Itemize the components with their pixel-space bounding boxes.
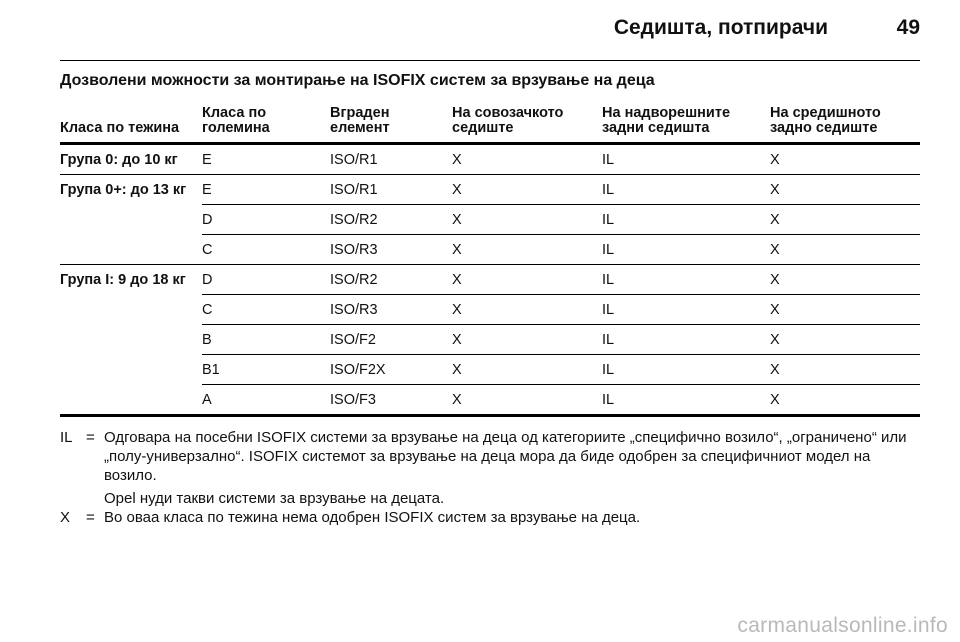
- center-rear-cell: X: [770, 205, 920, 235]
- note-text: Opel нуди такви системи за врзување на децата.: [104, 490, 445, 507]
- column-header-front-passenger: На совозачкото седиште: [452, 106, 602, 144]
- front-passenger-cell: X: [452, 205, 602, 235]
- front-passenger-cell: X: [452, 265, 602, 295]
- outer-rear-cell: IL: [602, 355, 770, 385]
- isofix-table: [60, 106, 920, 417]
- center-rear-cell: X: [770, 235, 920, 265]
- center-rear-cell: X: [770, 325, 920, 355]
- front-passenger-cell: X: [452, 295, 602, 325]
- weight-group-cell: [60, 295, 202, 325]
- fixture-cell: ISO/R3: [330, 235, 452, 265]
- table-row: [60, 235, 920, 265]
- weight-group-cell: Група 0+: до 13 кг: [60, 181, 187, 198]
- fixture-cell: ISO/F3: [330, 385, 452, 416]
- table-row: [60, 265, 920, 295]
- size-class-cell: C: [202, 235, 330, 265]
- center-rear-cell: X: [770, 175, 920, 205]
- fixture-cell: ISO/R2: [330, 205, 452, 235]
- size-class-cell: D: [202, 265, 330, 295]
- note-text: Во оваа класа по тежина нема одобрен ISOFIX систем за врзување на деца.: [104, 509, 641, 526]
- column-header-weight-class: Класа по тежина: [60, 106, 202, 144]
- column-header-size-class: Класа по големина: [202, 106, 330, 144]
- weight-group-cell: [60, 235, 202, 265]
- page-number: 49: [896, 16, 920, 39]
- outer-rear-cell: IL: [602, 385, 770, 416]
- front-passenger-cell: X: [452, 355, 602, 385]
- front-passenger-cell: X: [452, 325, 602, 355]
- outer-rear-cell: IL: [602, 295, 770, 325]
- size-class-cell: D: [202, 205, 330, 235]
- fixture-cell: ISO/R3: [330, 295, 452, 325]
- table-row: [60, 385, 920, 416]
- note-il: [60, 428, 920, 508]
- size-class-cell: B1: [202, 355, 330, 385]
- note-symbol: X: [60, 509, 71, 526]
- weight-group-cell: Група I: 9 до 18 кг: [60, 271, 186, 288]
- weight-group-cell: [60, 385, 202, 416]
- center-rear-cell: X: [770, 355, 920, 385]
- table-row: [60, 325, 920, 355]
- front-passenger-cell: X: [452, 235, 602, 265]
- size-class-cell: B: [202, 325, 330, 355]
- size-class-cell: C: [202, 295, 330, 325]
- chapter-title: Седишта, потпирачи: [613, 16, 828, 39]
- outer-rear-cell: IL: [602, 265, 770, 295]
- weight-group-cell: [60, 325, 202, 355]
- column-header-center-rear: На средишното задно седиште: [770, 106, 920, 144]
- watermark: carmanualsonline.info: [737, 614, 948, 637]
- column-header-fixture: Вграден елемент: [330, 106, 452, 144]
- size-class-cell: E: [202, 144, 330, 175]
- outer-rear-cell: IL: [602, 175, 770, 205]
- center-rear-cell: X: [770, 385, 920, 416]
- fixture-cell: ISO/F2X: [330, 355, 452, 385]
- note-x: [60, 508, 920, 527]
- note-equals: =: [86, 429, 95, 446]
- column-header-outer-rear: На надворешните задни седишта: [602, 106, 770, 144]
- note-text: Одговара на посебни ISOFIX системи за врзување на деца од категориите „специфично возило“, „ограничено“ или „полу-универзално“. ISOFIX системот за врзување на деца мора да биде одобрен за специфичниот модел на возило.: [104, 429, 907, 484]
- fixture-cell: ISO/R1: [330, 144, 452, 175]
- table-row: [60, 295, 920, 325]
- outer-rear-cell: IL: [602, 235, 770, 265]
- center-rear-cell: X: [770, 295, 920, 325]
- section-title: Дозволени можности за монтирање на ISOFIX систем за врзување на деца: [60, 72, 655, 89]
- outer-rear-cell: IL: [602, 144, 770, 175]
- weight-group-cell: [60, 355, 202, 385]
- legend-notes: [60, 428, 920, 527]
- fixture-cell: ISO/R1: [330, 175, 452, 205]
- front-passenger-cell: X: [452, 144, 602, 175]
- size-class-cell: E: [202, 175, 330, 205]
- table-row: [60, 355, 920, 385]
- table-row: [60, 144, 920, 175]
- outer-rear-cell: IL: [602, 325, 770, 355]
- center-rear-cell: X: [770, 144, 920, 175]
- note-symbol: IL: [60, 429, 73, 446]
- table-header-row: [60, 106, 920, 144]
- size-class-cell: A: [202, 385, 330, 416]
- fixture-cell: ISO/F2: [330, 325, 452, 355]
- table-row: [60, 205, 920, 235]
- fixture-cell: ISO/R2: [330, 265, 452, 295]
- page-header: [60, 0, 920, 61]
- outer-rear-cell: IL: [602, 205, 770, 235]
- center-rear-cell: X: [770, 265, 920, 295]
- weight-group-cell: Група 0: до 10 кг: [60, 144, 202, 175]
- note-equals: =: [86, 509, 95, 526]
- front-passenger-cell: X: [452, 175, 602, 205]
- table-row: [60, 175, 920, 205]
- front-passenger-cell: X: [452, 385, 602, 416]
- weight-group-cell: [60, 205, 202, 235]
